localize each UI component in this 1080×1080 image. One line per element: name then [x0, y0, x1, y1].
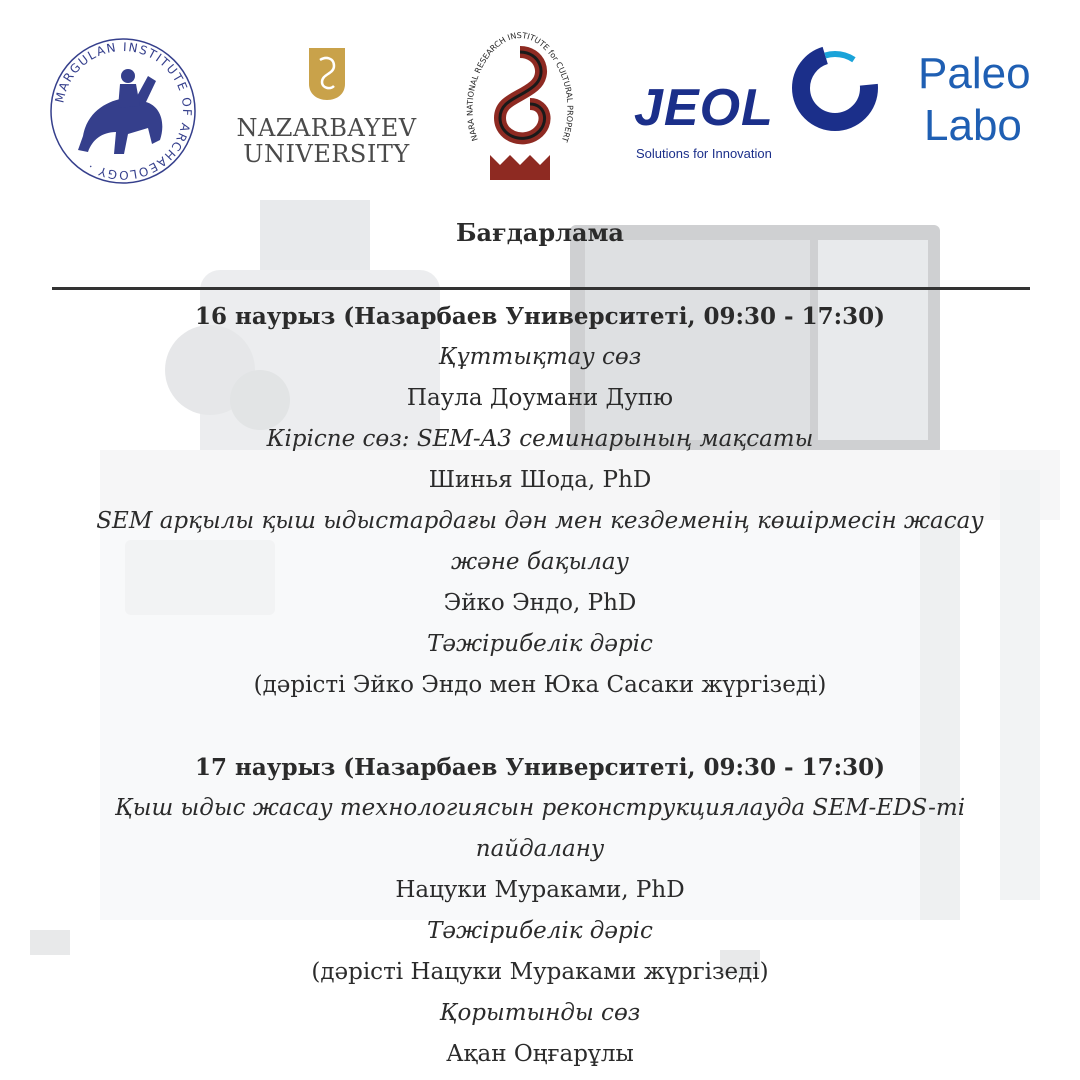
day1-item: және бақылау	[451, 549, 629, 575]
day1-item: Құттықтау сөз	[438, 344, 642, 370]
program-title: Бағдарлама	[456, 218, 624, 247]
jeol-tagline: Solutions for Innovation	[636, 146, 772, 161]
day1-heading: 16 наурыз (Назарбаев Университеті, 09:30 - 17:30)	[195, 303, 885, 330]
day1-item: Паула Доумани Дупю	[406, 385, 674, 411]
day2-item: Қыш ыдыс жасау технологиясын реконструкциялауда SEM-EDS-ті	[114, 795, 966, 821]
paleo-line2: Labo	[924, 101, 1022, 148]
day2-item: Ақан Оңғарұлы	[446, 1041, 634, 1067]
paleo-labo-logo	[916, 38, 1056, 148]
day2-heading: 17 наурыз (Назарбаев Университеті, 09:30 - 17:30)	[195, 754, 885, 781]
nara-institute-logo	[460, 30, 580, 190]
day1-item: Эйко Эндо, PhD	[443, 590, 637, 616]
nara-ring-text: NARA NATIONAL RESEARCH INSTITUTE for CULTURAL PROPERT	[465, 30, 575, 144]
paleo-line1: Paleo	[918, 49, 1031, 98]
svg-text:NARA NATIONAL RESEARCH INSTITU	[460, 30, 574, 143]
nazarbayev-university-logo	[234, 44, 419, 174]
day1-item: SEM арқылы қыш ыдыстардағы дән мен кездеменің көшірмесін жасау	[96, 508, 984, 534]
day1-item: Тәжірибелік дәріс	[427, 631, 653, 657]
day-separator	[0, 706, 1080, 747]
day1-item: (дәрісті Эйко Эндо мен Юка Сасаки жүргізеді)	[253, 672, 827, 698]
margulan-ring-text: MARGULAN INSTITUTE OF ARCHAEOLOGY ·	[52, 39, 195, 183]
day2-item: Нацуки Мураками, PhD	[395, 877, 685, 903]
partner-logos	[0, 0, 1080, 200]
day1-item: Шинья Шода, PhD	[428, 467, 652, 493]
day1-item: Кіріспе сөз: SEM-A3 семинарының мақсаты	[266, 426, 814, 452]
jeol-logo	[630, 38, 880, 161]
jeol-wordmark: JEOL	[634, 79, 774, 137]
margulan-institute-logo	[48, 36, 198, 186]
day2-item: Тәжірибелік дәріс	[427, 918, 653, 944]
nu-line2: UNIVERSITY	[243, 140, 410, 168]
nu-line1: NAZARBAYEV	[236, 114, 417, 142]
program-schedule	[0, 296, 1080, 1075]
title-divider	[52, 287, 1030, 290]
day2-item: Қорытынды сөз	[439, 1000, 641, 1026]
day2-item: пайдалану	[475, 836, 605, 862]
day2-item: (дәрісті Нацуки Мураками жүргізеді)	[311, 959, 769, 985]
